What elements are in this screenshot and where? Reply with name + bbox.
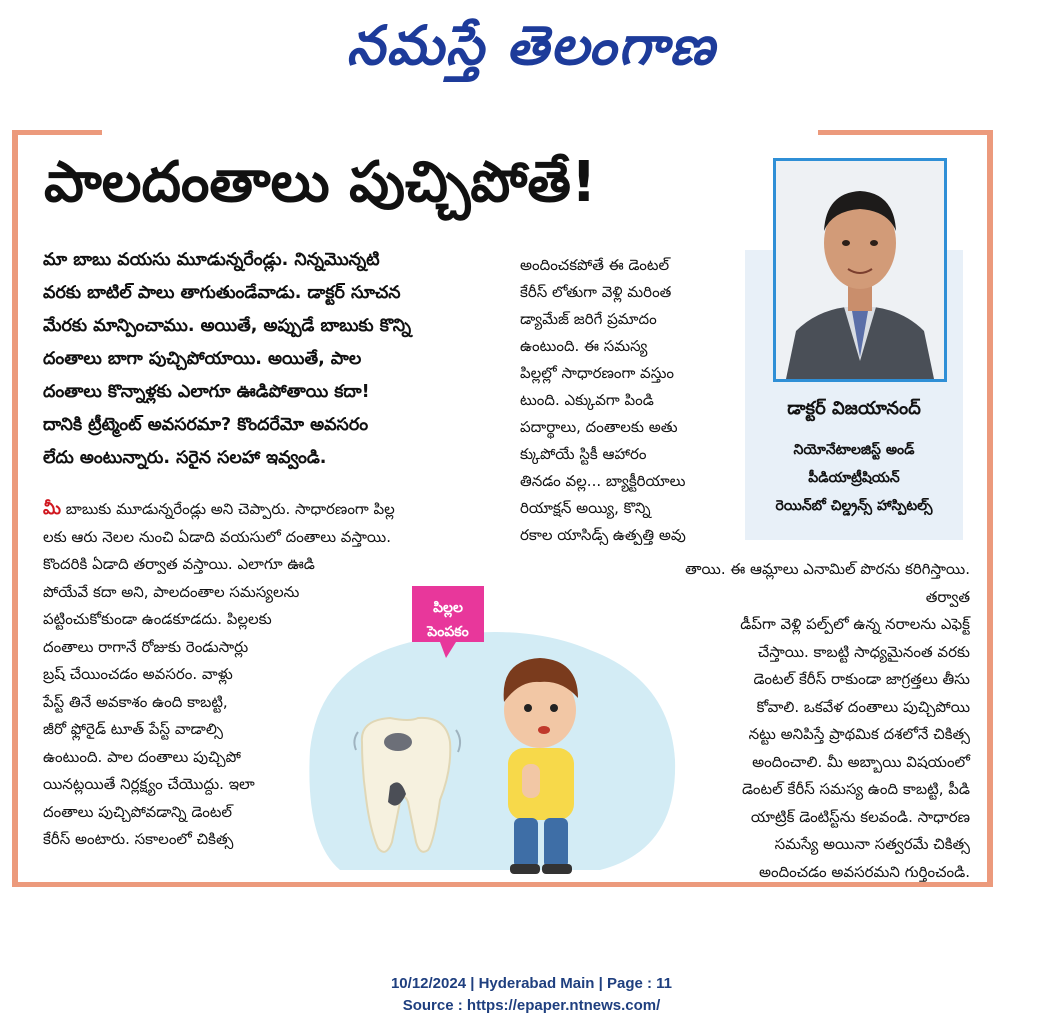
- question-line: దంతాలు బాగా పుచ్చిపోయాయి. అయితే, పాల: [43, 349, 362, 369]
- answer-line: పదార్థాలు, దంతాలకు అతు: [520, 418, 678, 436]
- answer-drop-word: మీ: [43, 499, 61, 519]
- answer-line: తాయి. ఈ ఆమ్లాలు ఎనామిల్ పొరను కరిగిస్తాయి. తర్వాత: [685, 560, 970, 606]
- answer-line: ఉంటుంది. ఈ సమస్య: [520, 337, 648, 355]
- answer-line: అందించడం అవసరమని గుర్తించండి.: [758, 862, 970, 881]
- answer-right-column: [640, 556, 970, 886]
- answer-line: లకు ఆరు నెలల నుంచి ఏడాది వయసులో దంతాలు వస్తాయి.: [43, 527, 391, 546]
- source-link[interactable]: Source : https://epaper.ntnews.com/: [402, 997, 661, 1014]
- answer-line: కేరీస్ లోతుగా వెళ్లి మరింత: [520, 283, 672, 301]
- answer-line: డెంటల్ కేరీస్ సమస్య ఉంది కాబట్టి, పీడి: [742, 780, 970, 798]
- answer-line: తినడం వల్ల... బ్యాక్టీరియాలు: [520, 472, 686, 490]
- question-line: లేదు అంటున్నారు. సరైన సలహా ఇవ్వండి.: [43, 448, 327, 468]
- question-line: మేరకు మాన్పించాము. అయితే, అప్పుడే బాబుకు కొన్ని: [43, 316, 412, 336]
- section-tag-line: పిల్లల: [433, 600, 463, 616]
- answer-line: యాట్రిక్ డెంటిస్ట్‌ను కలవండి. సాధారణ: [750, 807, 970, 826]
- answer-line: రకాల యాసిడ్స్ ఉత్పత్తి అవు: [520, 526, 686, 544]
- answer-line: డ్యామేజ్ జరిగే ప్రమాదం: [520, 310, 657, 328]
- question-line: దానికి ట్రీట్మెంట్ అవసరమా? కొందరేమో అవసరం: [43, 415, 369, 435]
- answer-line: పేస్ట్ తినే అవకాశం ఉంది కాబట్టి,: [43, 692, 228, 711]
- doctor-role-line: రెయిన్‌బో చిల్డ్రన్స్ హాస్పిటల్స్: [775, 498, 933, 514]
- frame-top-left-border: [12, 130, 102, 135]
- doctor-role-line: పీడియాట్రీషియన్: [808, 470, 900, 486]
- answer-line: కేరీస్ అంటారు. సకాలంలో చికిత్స: [43, 830, 234, 848]
- doctor-role-line: నియోనేటాలజిస్ట్ అండ్: [793, 442, 915, 458]
- answer-line: కోవాలి. ఒకవేళ దంతాలు పుచ్చిపోయి: [756, 697, 970, 716]
- answer-line: యినట్లయితే నిర్లక్ష్యం చేయొద్దు. ఇలా: [43, 775, 255, 793]
- question-line: దంతాలు కొన్నాళ్లకు ఎలాగూ ఊడిపోతాయి కదా!: [43, 382, 370, 402]
- doctor-photo: [773, 158, 947, 382]
- answer-line: డెంటల్ కేరీస్ రాకుండా జాగ్రత్తలు తీసు: [753, 670, 970, 688]
- newspaper-logo: నమస్తే తెలంగాణ: [346, 14, 717, 77]
- section-tag-line: పెంపకం: [427, 624, 469, 640]
- answer-line: రియాక్షన్ అయ్యి, కొన్ని: [520, 499, 651, 517]
- answer-line: జీరో ఫ్లోరైడ్ టూత్ పేస్ట్ వాడాల్సి: [43, 720, 223, 738]
- question-line: మా బాబు వయసు మూడున్నరేండ్లు. నిన్నమొన్నటి: [43, 250, 380, 270]
- answer-line: పోయేవే కదా అని, పాలదంతాల సమస్యలను: [43, 582, 300, 601]
- doctor-name: డాక్టర్ విజయానంద్: [787, 398, 921, 419]
- frame-left-border: [12, 132, 18, 884]
- answer-line: ఉంటుంది. పాల దంతాలు పుచ్చిపో: [43, 747, 241, 766]
- answer-line: దంతాలు రాగానే రోజుకు రెండుసార్లు: [43, 637, 249, 656]
- answer-line: క్కుపోయే స్టికీ ఆహారం: [520, 445, 647, 463]
- answer-line: నట్టు అనిపిస్తే ప్రాథమిక దశలోనే చికిత్స: [748, 725, 970, 743]
- frame-top-right-border: [818, 130, 993, 135]
- masthead: [0, 0, 1063, 90]
- tooth-decay-illustration-icon: [300, 580, 680, 880]
- doctor-portrait-icon: [776, 161, 944, 379]
- edition-info: 10/12/2024 | Hyderabad Main | Page : 11: [390, 975, 673, 992]
- answer-line: అందించకపోతే ఈ డెంటల్: [520, 256, 670, 274]
- answer-line: కొందరికి ఏడాది తర్వాత వస్తాయి. ఎలాగూ ఊడి: [43, 555, 315, 573]
- question-line: వరకు బాటిల్ పాలు తాగుతుండేవాడు. డాక్టర్ సూచన: [43, 283, 401, 303]
- article-headline: పాలదంతాలు పుచ్చిపోతే!: [44, 150, 597, 215]
- child-tooth-illustration: [300, 580, 680, 880]
- answer-line: సమస్యే అయినా సత్వరమే చికిత్స: [774, 835, 970, 853]
- section-tag: [408, 596, 488, 644]
- answer-line: బాబుకు మూడున్నరేండ్లు అని చెప్పారు. సాధారణంగా పిల్ల: [61, 500, 395, 518]
- page-footer: [0, 973, 1063, 1017]
- answer-line: డీప్‌గా వెళ్లి పల్ప్‌లో ఉన్న నరాలను ఎఫెక్ట్: [740, 615, 970, 633]
- answer-line: చేస్తాయి. కాబట్టి సాధ్యమైనంత వరకు: [757, 642, 970, 661]
- answer-line: దంతాలు పుచ్చిపోవడాన్ని డెంటల్: [43, 802, 233, 821]
- reader-question: [43, 244, 513, 475]
- answer-first-line: [43, 496, 513, 524]
- frame-right-border: [987, 132, 993, 884]
- answer-line: బ్రష్ చేయించడం అవసరం. వాళ్లు: [43, 665, 233, 683]
- answer-line: పట్టించుకోకుండా ఉండకూడదు. పిల్లలకు: [43, 610, 272, 628]
- answer-line: పిల్లల్లో సాధారణంగా వస్తుం: [520, 364, 675, 382]
- answer-line: టుంది. ఎక్కువగా పిండి: [520, 391, 654, 409]
- answer-middle-column: [520, 252, 750, 549]
- doctor-designation: [745, 436, 963, 520]
- answer-line: అందించాలి. మీ అబ్బాయి విషయంలో: [752, 752, 970, 771]
